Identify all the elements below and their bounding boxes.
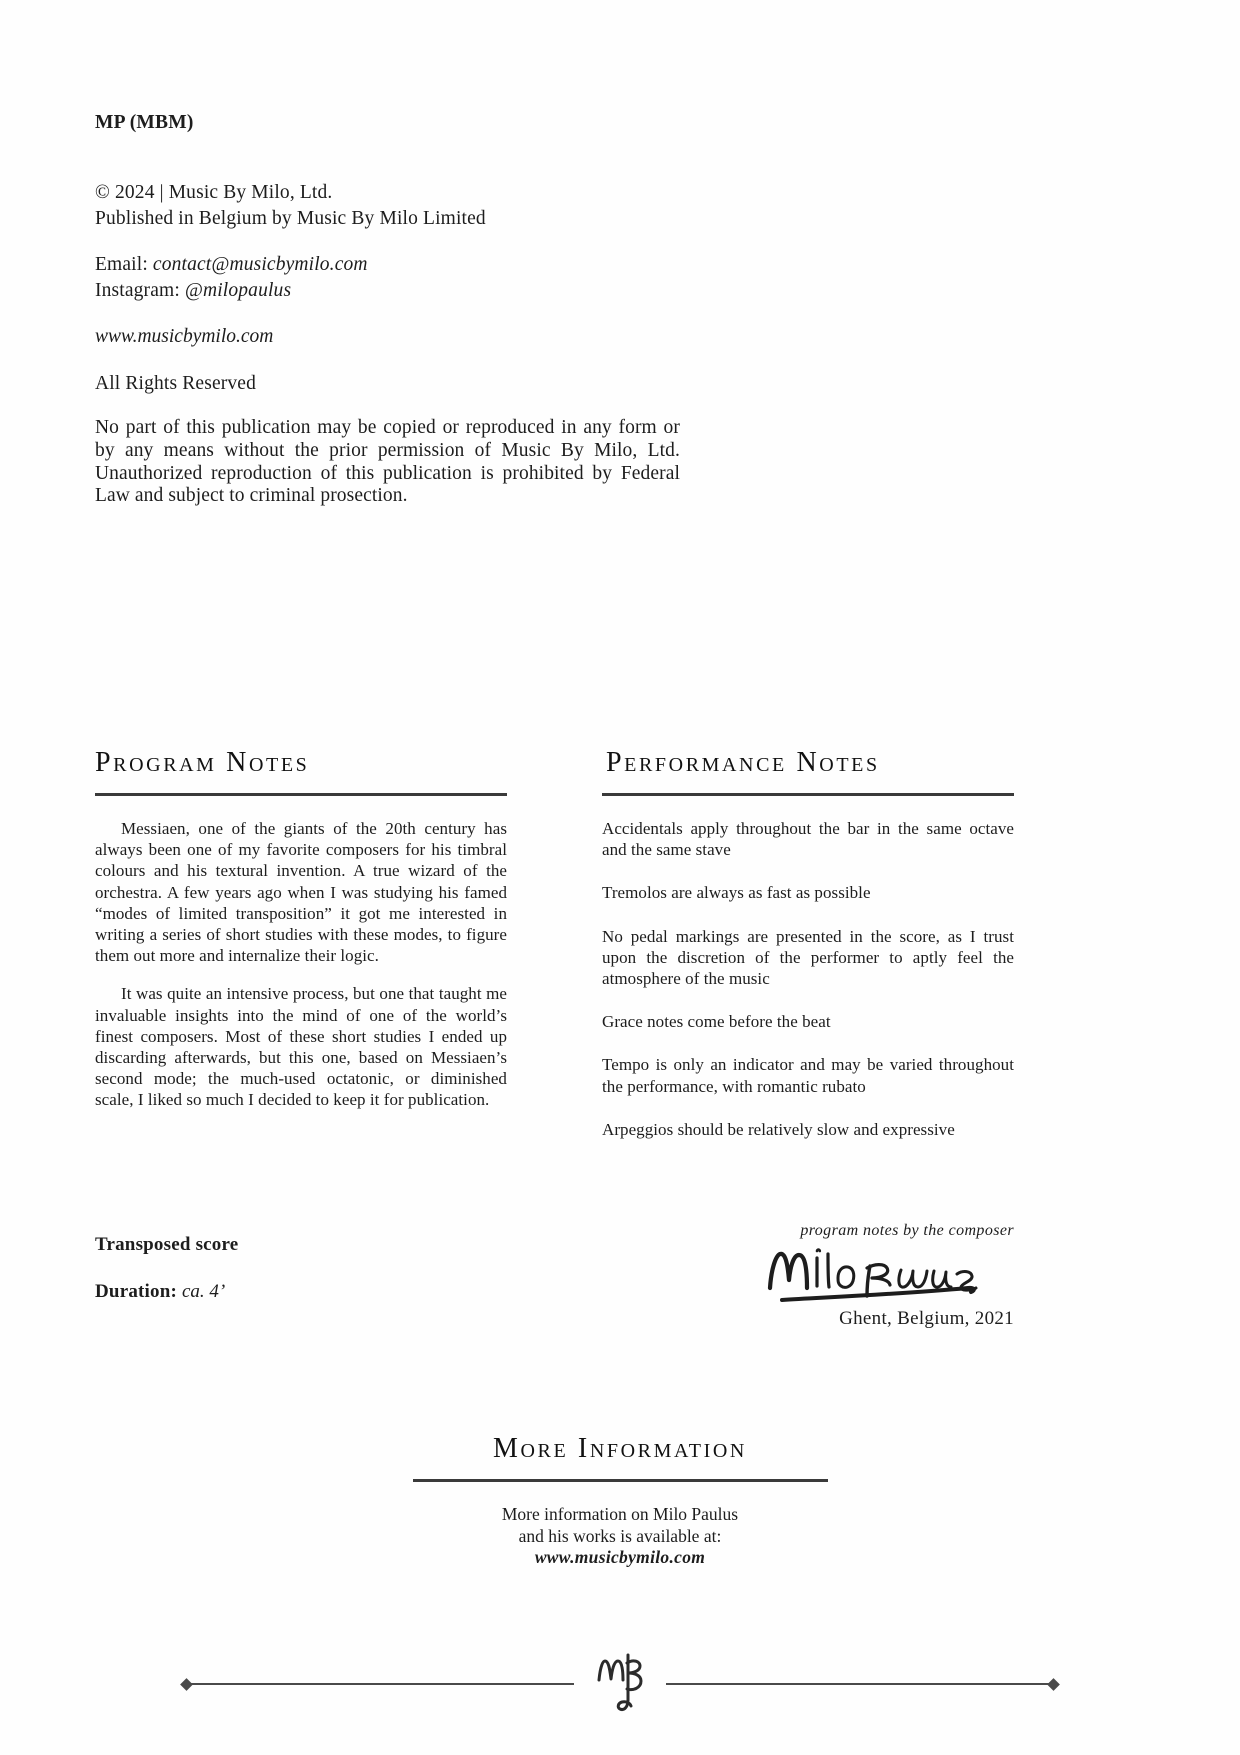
- more-information-section: [0, 1433, 1240, 1569]
- performance-notes-section: [602, 747, 1014, 1140]
- list-item: No pedal markings are presented in the score, as I trust upon the discretion of the performer to aptly feel the atmosphere of the music: [602, 926, 1014, 989]
- program-notes-section: [95, 747, 507, 1111]
- duration-label: Duration:: [95, 1281, 182, 1302]
- publisher-line: Published in Belgium by Music By Milo Limited: [95, 207, 486, 229]
- performance-notes-list: [602, 818, 1014, 1140]
- ornament-rule-right: [666, 1680, 1058, 1689]
- website-group: [95, 324, 695, 350]
- imprint-block: [95, 112, 695, 508]
- more-information-line-1: More information on Milo Paulus: [501, 1504, 739, 1524]
- diamond-icon: [1047, 1678, 1060, 1691]
- email-label: Email:: [95, 254, 153, 275]
- transposed-score-label: Transposed score: [95, 1234, 239, 1255]
- rights-line: All Rights Reserved: [95, 372, 257, 394]
- list-item: Tempo is only an indicator and may be varied throughout the performance, with romantic rubato: [602, 1055, 1014, 1096]
- footer-ornament: [0, 1650, 1240, 1718]
- list-item: Tremolos are always as fast as possible: [602, 883, 871, 903]
- program-notes-paragraph: Messiaen, one of the giants of the 20th century has always been one of my favorite composers for his timbral colours and his textural invention. A true wizard of the orchestra. A few years ago when I was studying his famed “modes of limited transposition” it got me interested in writing a series of short studies with these modes, to figure them out more and internalize their logic.: [95, 819, 507, 966]
- program-notes-paragraph: It was quite an intensive process, but one that taught me invaluable insights into the mind of one of the world’s finest composers. Most of these short studies I ended up discarding afterwards, but this one, based on Messiaen’s second mode; the much-used octatonic, or diminished scale, I liked so much I decided to keep it for publication.: [95, 984, 507, 1110]
- more-information-url[interactable]: www.musicbymilo.com: [534, 1547, 706, 1567]
- signature-place: Ghent, Belgium, 2021: [839, 1308, 1014, 1329]
- score-meta-block: [95, 1234, 238, 1303]
- instagram-handle[interactable]: @milopaulus: [184, 279, 292, 301]
- legal-notice: No part of this publication may be copied or reproduced in any form or by any means without the prior permission of Music By Milo, Ltd. Unauthorized reproduction of this publication is prohibited by Federal Law and subject to criminal prosection.: [95, 417, 680, 507]
- list-item: Grace notes come before the beat: [602, 1012, 831, 1032]
- website-link[interactable]: www.musicbymilo.com: [95, 326, 274, 347]
- program-notes-heading: Program Notes: [95, 747, 310, 778]
- more-information-body: [0, 1504, 1240, 1569]
- instagram-line: [95, 278, 695, 304]
- transposed-score-row: [95, 1234, 238, 1256]
- duration-row: [95, 1281, 238, 1303]
- performance-notes-heading: Performance Notes: [606, 747, 880, 778]
- copyright-line: © 2024 | Music By Milo, Ltd.: [95, 182, 333, 203]
- diamond-icon: [180, 1678, 193, 1691]
- copyright-group: [95, 180, 695, 231]
- instagram-label: Instagram:: [95, 279, 185, 301]
- more-information-line-2: and his works is available at:: [518, 1525, 722, 1546]
- more-information-heading: More Information: [493, 1433, 747, 1464]
- handwritten-signature-icon: [762, 1244, 992, 1306]
- publisher-logo: [574, 1650, 666, 1718]
- ornament-line: [191, 1683, 574, 1684]
- signature-block: [614, 1222, 1014, 1330]
- ornament-rule-left: [182, 1680, 574, 1689]
- rights-group: [95, 371, 695, 397]
- email-line: [95, 252, 695, 278]
- program-notes-divider: [95, 793, 507, 796]
- signature-credit: program notes by the composer: [800, 1222, 1014, 1239]
- music-monogram-icon: [593, 1650, 647, 1718]
- catalog-code: MP (MBM): [95, 112, 194, 133]
- performance-notes-divider: [602, 793, 1014, 796]
- more-information-divider: [413, 1479, 828, 1482]
- contact-group: [95, 252, 695, 303]
- list-item: Accidentals apply throughout the bar in the same octave and the same stave: [602, 819, 1014, 860]
- program-notes-body: [95, 818, 507, 1111]
- duration-value: ca. 4’: [181, 1281, 226, 1302]
- ornament-line: [666, 1683, 1049, 1684]
- signature-image-wrap: [614, 1244, 1014, 1306]
- list-item: Arpeggios should be relatively slow and expressive: [602, 1119, 955, 1139]
- email-address[interactable]: contact@musicbymilo.com: [152, 254, 368, 275]
